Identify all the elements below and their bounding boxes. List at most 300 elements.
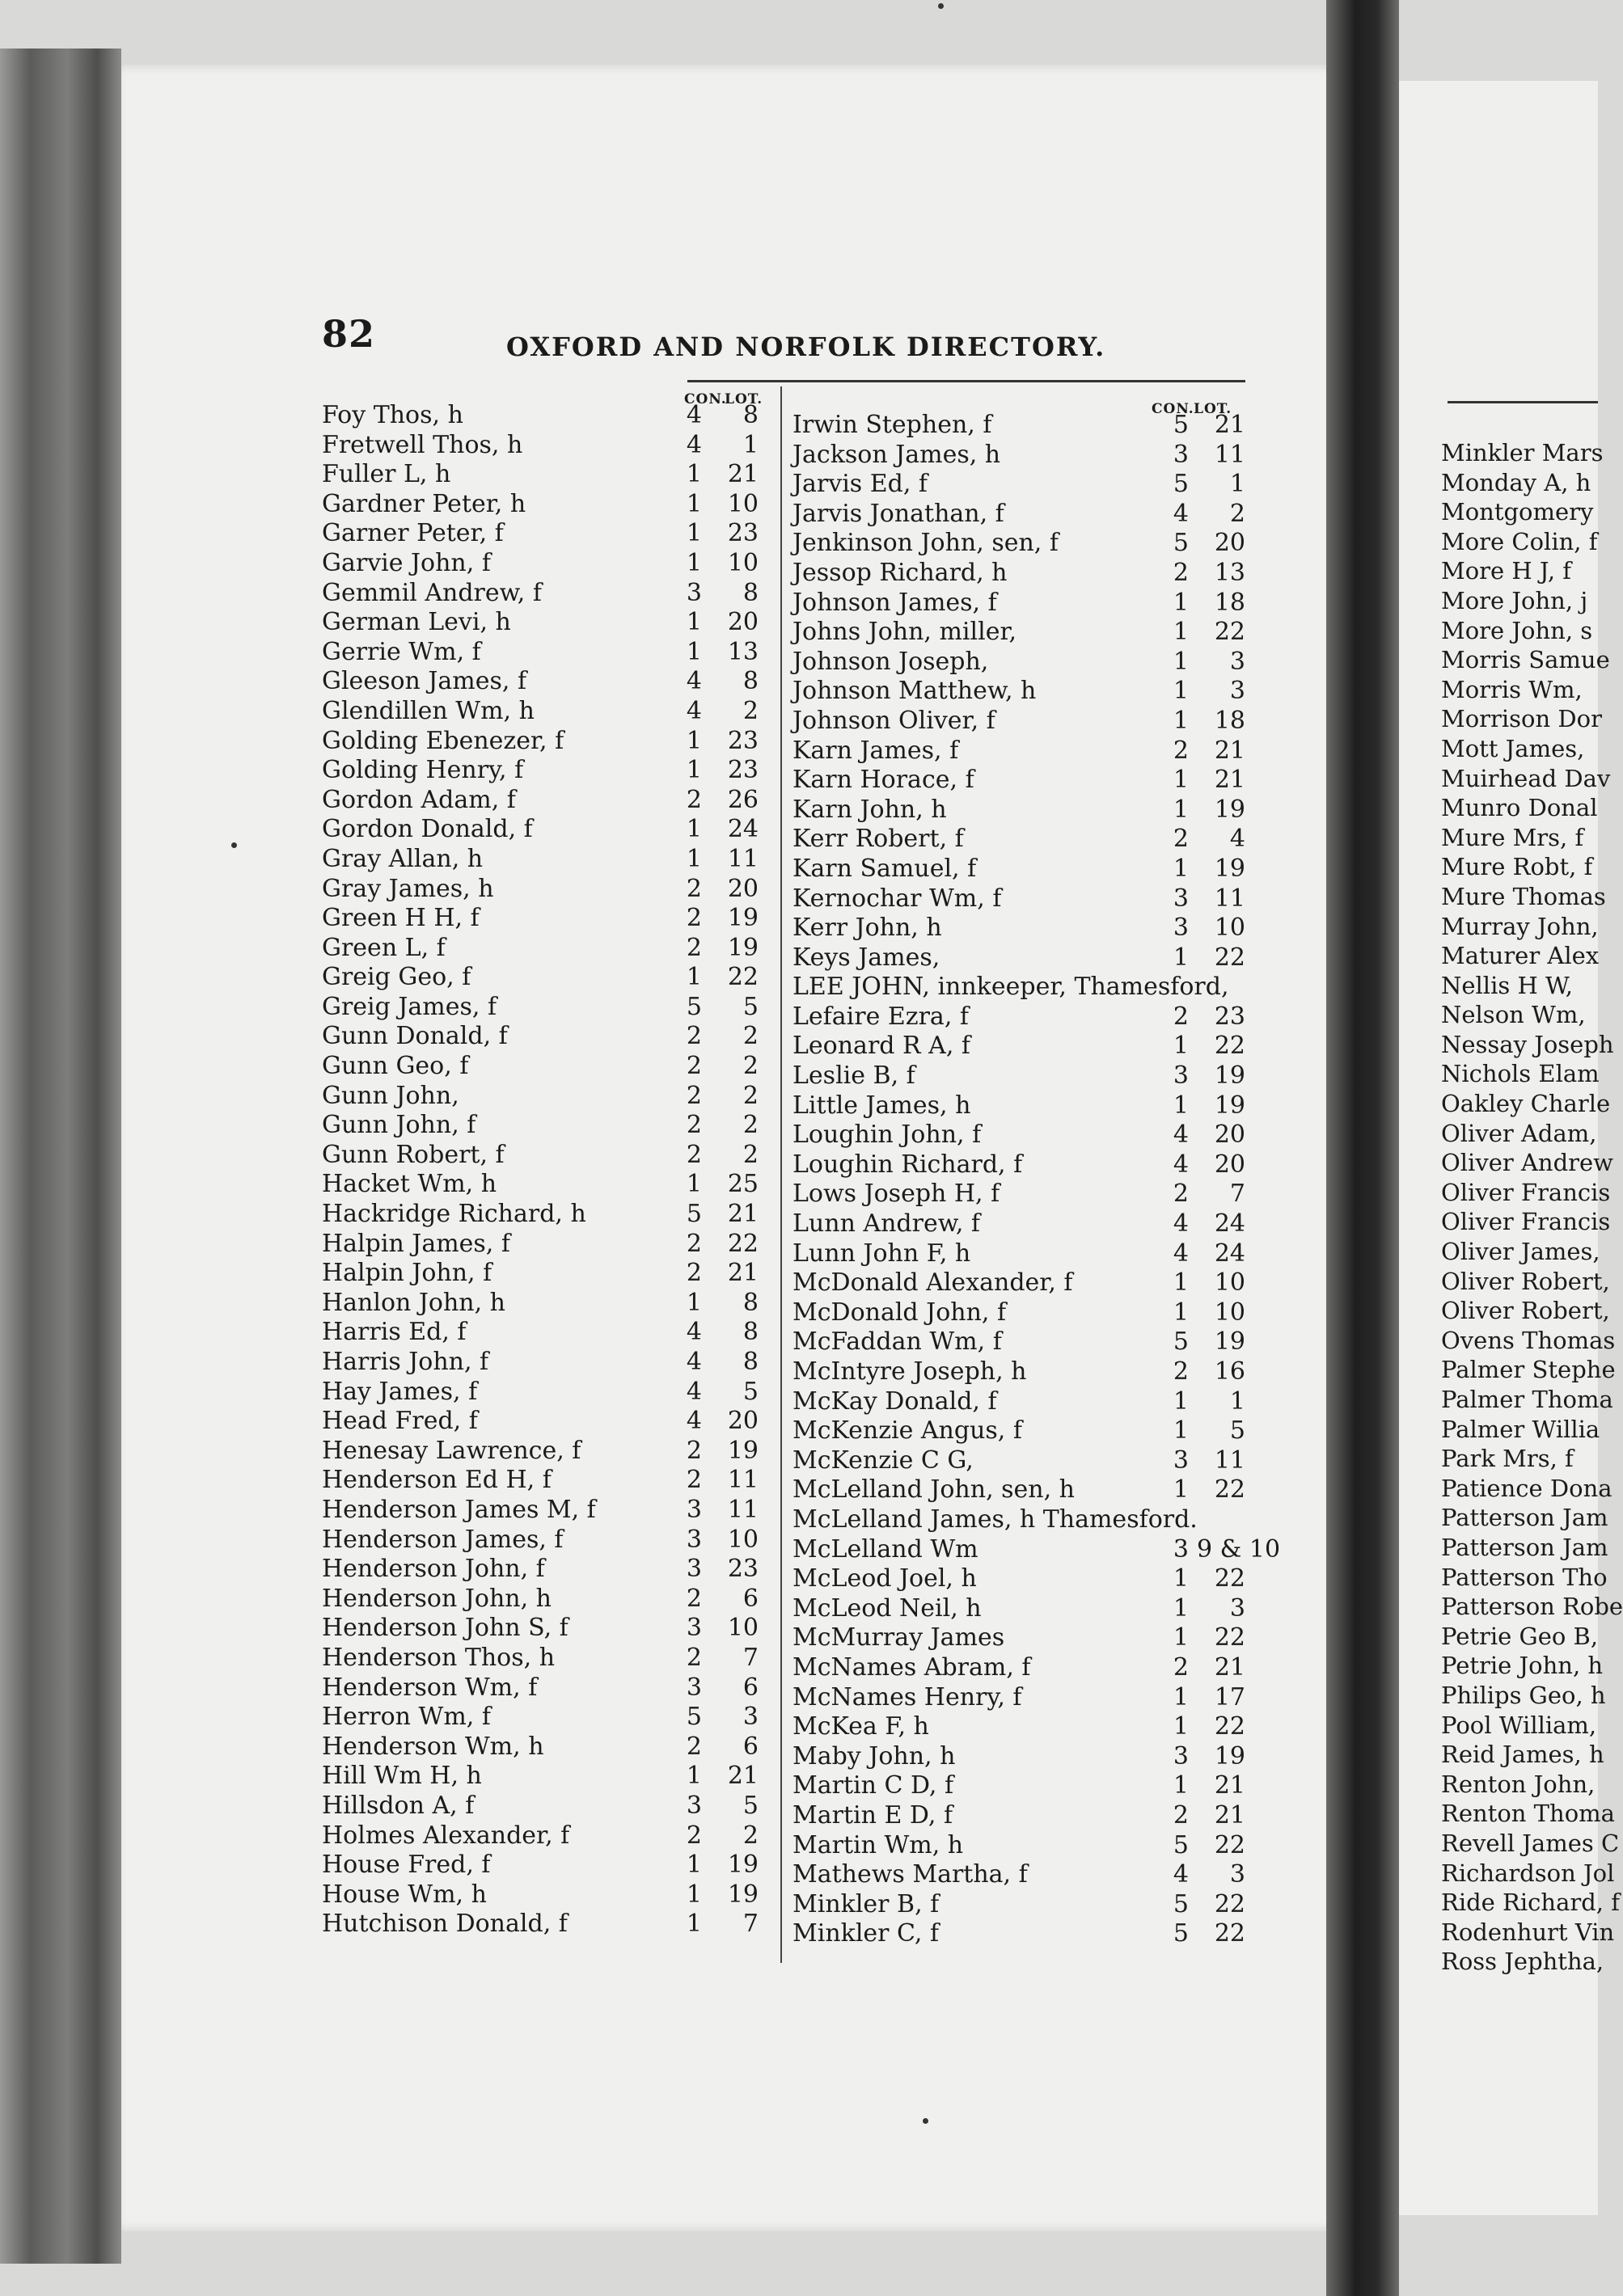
entry-full-line: McLelland James, h Thamesford. [792,1505,1198,1534]
entry-con: 3 [686,1555,702,1584]
ink-speck [938,3,944,9]
entry-name: Fretwell Thos, h [322,430,523,459]
entry-name: Jarvis Jonathan, f [792,499,1004,528]
directory-entry [792,411,1245,441]
entry-name: Hanlon John, h [322,1288,506,1317]
entry-con: 2 [1173,1652,1189,1682]
entry-con: 1 [686,844,702,873]
directory-entry-partial: Muirhead Dav [1441,764,1611,792]
directory-entry [792,1416,1245,1446]
entry-con: 2 [686,1022,702,1051]
entry-lot: 23 [727,726,759,755]
entry-name: Henderson Wm, h [322,1732,544,1761]
directory-entry [322,1289,759,1319]
directory-entry [792,1475,1245,1505]
directory-entry [322,431,759,461]
entry-con: 2 [686,933,702,962]
entry-name: Lows Joseph H, f [792,1180,1000,1209]
directory-entry [322,1821,759,1851]
directory-entry [322,756,759,786]
entry-lot: 19 [1214,1741,1245,1771]
entry-con: 4 [686,696,702,725]
entry-name: Hackridge Richard, h [322,1200,586,1229]
entry-name: Johnson Matthew, h [792,677,1037,706]
directory-entry [792,1061,1245,1091]
entry-lot: 2 [742,1052,759,1081]
entry-lot: 6 [742,1732,759,1761]
entry-con: 1 [686,460,702,489]
entry-con: 2 [1173,736,1189,765]
entry-con: 5 [1173,1919,1189,1948]
entry-name: McLeod Neil, h [792,1593,982,1623]
entry-con: 1 [1173,1386,1189,1416]
entry-lot: 8 [742,401,759,429]
entry-lot: 11 [727,1495,759,1524]
entry-con: 1 [1173,1268,1189,1298]
entry-name: House Fred, f [322,1851,491,1880]
entry-con: 1 [1173,854,1189,883]
entry-name: Glendillen Wm, h [322,696,535,725]
entry-lot: 19 [1214,854,1245,883]
entry-name: Lunn Andrew, f [792,1209,981,1239]
directory-entry-partial: Philips Geo, h [1441,1681,1606,1709]
directory-entry-partial: Mure Robt, f [1441,853,1593,881]
directory-entry [322,1792,759,1821]
entry-name: Kernochar Wm, f [792,884,1002,913]
entry-name: McKea F, h [792,1712,929,1741]
entry-lot: 20 [727,874,759,903]
entry-name: Gunn Robert, f [322,1140,505,1169]
entry-name: Gunn John, f [322,1111,476,1140]
directory-entry [792,1564,1245,1594]
entry-con: 1 [1173,1623,1189,1652]
directory-entry-partial: Oliver Robert, [1441,1267,1610,1295]
directory-column-c-partial [1441,438,1623,1977]
directory-column-b [792,411,1281,1949]
entry-lot: 4 [1229,825,1245,854]
entry-name: McKay Donald, f [792,1386,997,1416]
entry-name: McNames Abram, f [792,1652,1031,1682]
directory-entry [792,1594,1245,1624]
entry-lot: 21 [1214,1800,1245,1830]
entry-name: Foy Thos, h [322,401,463,429]
entry-con: 1 [1173,1475,1189,1505]
directory-entry-partial: Mure Thomas [1441,882,1606,910]
entry-lot: 7 [1229,1180,1245,1209]
directory-entry-partial: Morris Samue [1441,646,1610,674]
directory-entry [322,490,759,520]
directory-entry [792,1032,1245,1061]
entry-lot: 23 [727,1555,759,1584]
entry-lot: 18 [1214,706,1245,735]
entry-name: Henderson Ed H, f [322,1466,552,1495]
entry-name: Loughin John, f [792,1121,982,1150]
directory-entry-partial: Revell James C [1441,1829,1620,1857]
entry-lot: 13 [727,637,759,666]
entry-name: German Levi, h [322,608,511,637]
entry-name: McLelland Wm [792,1534,978,1564]
entry-lot: 24 [727,815,759,844]
entry-con: 2 [686,1643,702,1672]
entry-name: Karn Samuel, f [792,854,977,883]
entry-lot: 25 [727,1170,759,1199]
directory-entry [322,1348,759,1378]
entry-lot: 21 [727,1259,759,1288]
entry-con: 2 [686,1052,702,1081]
running-title: OXFORD AND NORFOLK DIRECTORY. [506,331,1106,362]
entry-lot: 24 [1214,1209,1245,1239]
entry-lot: 2 [742,696,759,725]
directory-entry-partial: Mure Mrs, f [1441,823,1584,851]
directory-entry [792,1653,1245,1683]
entry-con: 2 [686,1140,702,1169]
directory-entry [322,934,759,964]
directory-entry [322,1407,759,1437]
directory-entry-partial: Ride Richard, f [1441,1889,1620,1917]
directory-entry [792,1860,1245,1890]
entry-con: 3 [686,1791,702,1820]
right-page-rule [1448,401,1598,403]
entry-lot: 19 [1214,795,1245,824]
directory-entry [322,1851,759,1880]
entry-name: Henderson John, h [322,1584,552,1613]
entry-lot: 22 [727,963,759,992]
directory-entry [322,1733,759,1762]
directory-entry [792,1505,1245,1535]
entry-name: Green L, f [322,933,446,962]
directory-entry [792,1387,1245,1417]
directory-column-a [322,401,759,1939]
directory-entry [792,1890,1245,1920]
entry-con: 5 [1173,411,1189,439]
directory-entry-partial: Patterson Robe [1441,1593,1623,1621]
directory-entry [322,1230,759,1260]
entry-lot: 23 [727,756,759,785]
entry-name: Irwin Stephen, f [792,411,992,439]
entry-lot: 20 [1214,529,1245,558]
entry-con: 4 [1173,1209,1189,1239]
entry-con: 2 [686,1111,702,1140]
directory-entry [792,559,1245,589]
entry-lot: 3 [1229,1860,1245,1889]
entry-con: 1 [686,1910,702,1939]
directory-entry [792,943,1245,973]
entry-name: Martin E D, f [792,1800,953,1830]
entry-lot: 21 [1214,1771,1245,1800]
entry-lot: 20 [727,608,759,637]
entry-con: 2 [686,1466,702,1495]
col-b-con-header: CON. [1152,401,1194,417]
entry-lot: 18 [1214,588,1245,617]
book-gutter [1326,0,1399,2296]
directory-entry-partial: Oakley Charle [1441,1090,1611,1118]
entry-lot: 10 [1214,914,1245,943]
header-rule [687,380,1245,382]
entry-name: Keys James, [792,943,940,972]
entry-lot: 22 [1214,1623,1245,1652]
directory-entry [792,825,1245,855]
directory-entry [792,884,1245,914]
entry-lot: 10 [1214,1298,1245,1327]
entry-con: 1 [686,519,702,548]
entry-lot: 11 [1214,884,1245,913]
directory-entry [792,1683,1245,1713]
entry-con: 3 [686,1673,702,1702]
entry-con: 3 [686,1495,702,1524]
entry-con: 5 [1173,1830,1189,1859]
directory-entry [322,1614,759,1644]
entry-con: 1 [686,489,702,518]
column-divider [780,386,782,1963]
entry-name: Lunn John F, h [792,1239,971,1268]
entry-lot: 21 [727,1200,759,1229]
entry-con: 1 [686,726,702,755]
directory-entry-partial: Oliver Andrew [1441,1149,1613,1177]
entry-con: 2 [686,1821,702,1850]
entry-lot: 22 [727,1229,759,1258]
entry-name: Greig Geo, f [322,963,471,992]
directory-entry [322,1496,759,1526]
entry-con: 1 [1173,795,1189,824]
entry-name: House Wm, h [322,1880,487,1909]
entry-lot: 19 [1214,1061,1245,1091]
entry-name: McKenzie C G, [792,1446,974,1475]
entry-lot: 6 [742,1584,759,1613]
directory-entry [322,1259,759,1289]
entry-name: Gordon Donald, f [322,815,533,844]
entry-lot: 1 [742,430,759,459]
entry-lot: 21 [1214,1652,1245,1682]
directory-entry-partial: Petrie Geo B, [1441,1622,1599,1650]
entry-name: Maby John, h [792,1741,956,1771]
entry-name: Gardner Peter, h [322,489,526,518]
entry-lot: 23 [727,519,759,548]
entry-con: 3 [686,1614,702,1643]
entry-con: 1 [1173,1298,1189,1327]
directory-entry-partial: Richardson Jol [1441,1859,1615,1887]
entry-con: 2 [686,1229,702,1258]
entry-lot: 5 [742,992,759,1021]
entry-lot: 21 [727,460,759,489]
entry-lot: 2 [742,1022,759,1051]
entry-name: Martin C D, f [792,1771,954,1800]
entry-lot: 10 [727,1614,759,1643]
entry-con: 1 [1173,1593,1189,1623]
entry-name: McDonald Alexander, f [792,1268,1073,1298]
entry-con: 2 [686,1081,702,1110]
directory-entry-partial: Oliver Adam, [1441,1119,1597,1147]
entry-lot: 8 [742,1288,759,1317]
entry-name: Kerr Robert, f [792,825,964,854]
entry-name: McMurray James [792,1623,1005,1652]
directory-entry [322,963,759,993]
directory-entry [792,1150,1245,1180]
entry-name: Martin Wm, h [792,1830,964,1859]
entry-con: 2 [1173,1357,1189,1386]
directory-entry [792,1327,1245,1357]
entry-lot: 3 [1229,1593,1245,1623]
entry-name: Karn James, f [792,736,959,765]
entry-name: Henderson James, f [322,1525,564,1554]
entry-con: 4 [686,401,702,429]
entry-lot: 8 [742,1318,759,1347]
directory-entry-partial: More Colin, f [1441,527,1598,555]
directory-entry [792,529,1245,559]
entry-con: 4 [686,430,702,459]
directory-entry [792,441,1245,471]
entry-con: 4 [1173,1239,1189,1268]
directory-entry-partial: Oliver Francis [1441,1178,1611,1206]
entry-lot: 22 [1214,1475,1245,1505]
entry-con: 1 [1173,588,1189,617]
entry-name: Johnson James, f [792,588,997,617]
entry-lot: 10 [727,1525,759,1554]
entry-name: Loughin Richard, f [792,1150,1023,1179]
entry-name: McLeod Joel, h [792,1564,977,1593]
entry-con: 3 [1173,1446,1189,1475]
entry-con: 1 [686,548,702,577]
directory-entry [792,1091,1245,1121]
directory-entry-partial: Mott James, [1441,734,1585,762]
directory-entry-partial: Patterson Jam [1441,1533,1608,1561]
entry-name: Karn Horace, f [792,766,974,795]
entry-lot: 2 [1229,499,1245,528]
entry-name: Garner Peter, f [322,519,504,548]
directory-entry [792,1002,1245,1032]
directory-entry [792,796,1245,825]
directory-entry-partial: Rodenhurt Vin [1441,1918,1615,1946]
page-header [322,312,1106,362]
entry-con: 1 [686,1762,702,1791]
entry-name: Henderson John, f [322,1555,545,1584]
directory-entry [792,589,1245,618]
entry-lot: 24 [1214,1239,1245,1268]
directory-entry [322,786,759,816]
entry-name: Gray Allan, h [322,844,484,873]
entry-con: 3 [1173,1741,1189,1771]
entry-lot: 20 [1214,1150,1245,1179]
entry-lot: 2 [742,1081,759,1110]
entry-name: Golding Ebenezer, f [322,726,564,755]
directory-entry [792,500,1245,530]
entry-con: 4 [1173,1121,1189,1150]
entry-name: Head Fred, f [322,1407,478,1436]
entry-lot: 19 [727,904,759,933]
ink-speck [923,2118,928,2124]
entry-con: 5 [1173,1327,1189,1357]
directory-entry [792,618,1245,648]
entry-lot: 19 [727,933,759,962]
directory-entry [792,914,1245,943]
directory-entry-partial: Renton John, [1441,1770,1596,1798]
entry-lot: 17 [1214,1682,1245,1711]
entry-lot: 21 [1214,736,1245,765]
entry-lot: 10 [1214,1268,1245,1298]
directory-entry-partial: Ross Jephtha, [1441,1948,1604,1976]
directory-entry [322,904,759,934]
entry-lot: 2 [742,1821,759,1850]
entry-name: Hay James, f [322,1377,478,1406]
directory-entry [322,549,759,579]
directory-entry [792,1742,1245,1772]
directory-entry [792,1919,1245,1949]
directory-entry [792,1121,1245,1150]
directory-entry-partial: More John, s [1441,616,1593,644]
entry-lot: 21 [727,1762,759,1791]
entry-con: 4 [1173,1860,1189,1889]
entry-name: Halpin John, f [322,1259,492,1288]
entry-lot: 10 [727,548,759,577]
entry-lot: 22 [1214,943,1245,972]
entry-name: Henderson John S, f [322,1614,568,1643]
entry-lot: 8 [742,578,759,607]
directory-entry [322,1378,759,1408]
ink-speck [231,842,237,848]
entry-name: Johns John, miller, [792,618,1017,647]
entry-lot: 22 [1214,1032,1245,1061]
directory-entry [792,1180,1245,1209]
entry-lot: 5 [742,1791,759,1820]
entry-con: 1 [1173,1032,1189,1061]
directory-entry-partial: Palmer Thoma [1441,1386,1613,1413]
directory-entry [322,1200,759,1230]
entry-con: 1 [686,1288,702,1317]
directory-entry [322,1170,759,1200]
entry-con: 1 [1173,1091,1189,1120]
entry-lot: 22 [1214,1919,1245,1948]
directory-entry [792,1239,1245,1269]
entry-lot: 1 [1229,470,1245,499]
entry-con: 2 [1173,825,1189,854]
entry-con: 1 [1173,1416,1189,1446]
directory-entry [322,667,759,697]
entry-name: Gunn Geo, f [322,1052,469,1081]
entry-lot: 19 [1214,1327,1245,1357]
directory-entry [792,1831,1245,1861]
col-a-lot-header: LOT. [725,391,763,407]
directory-entry [322,460,759,490]
entry-name: Golding Henry, f [322,756,524,785]
entry-con: 4 [686,1318,702,1347]
directory-entry [792,648,1245,677]
directory-entry-partial: Monday A, h [1441,468,1591,496]
directory-entry-partial: Munro Donal [1441,794,1598,822]
entry-name: Jackson James, h [792,440,1001,469]
directory-entry-partial: Palmer Stephe [1441,1356,1616,1384]
directory-entry-partial: Park Mrs, f [1441,1445,1574,1473]
directory-entry [322,1673,759,1703]
entry-con: 1 [686,637,702,666]
entry-lot: 3 [1229,647,1245,676]
col-b-lot-header: LOT. [1194,401,1232,417]
entry-con: 5 [686,1703,702,1732]
entry-name: Johnson Joseph, [792,647,989,676]
entry-name: Gordon Adam, f [322,785,516,814]
directory-entry [792,1801,1245,1831]
entry-lot: 2 [742,1140,759,1169]
entry-lot: 5 [742,1377,759,1406]
directory-entry [792,470,1245,500]
book-spine-edge [0,49,121,2264]
entry-name: Hacket Wm, h [322,1170,497,1199]
directory-entry [792,1209,1245,1239]
entry-lot: 20 [727,1407,759,1436]
entry-name: Gemmil Andrew, f [322,578,542,607]
entry-con: 2 [686,904,702,933]
directory-entry [792,1357,1245,1387]
entry-con: 1 [1173,677,1189,706]
entry-name: Kerr John, h [792,914,942,943]
